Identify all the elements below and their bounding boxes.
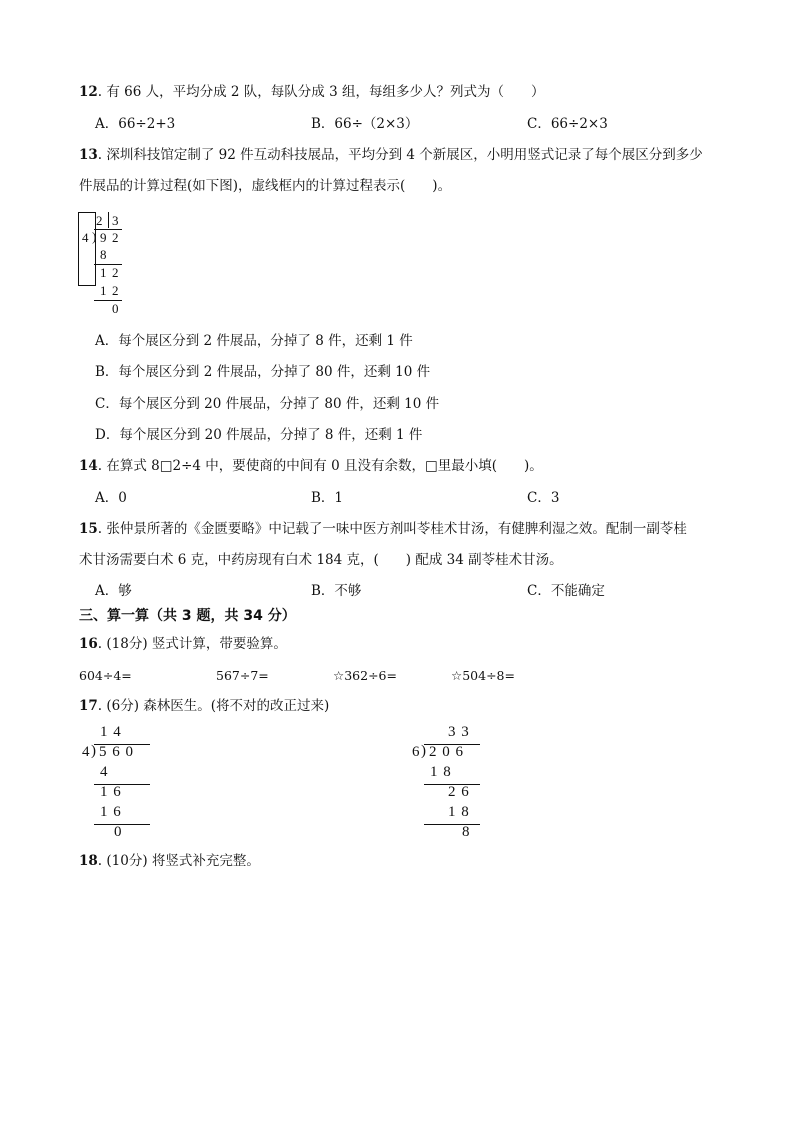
q15-option-c: C．不能确定	[527, 583, 605, 599]
q17-left-division	[80, 724, 160, 844]
quotient: 3 3	[448, 724, 470, 740]
step2-product: 1 8	[448, 804, 470, 820]
question-18	[79, 852, 260, 870]
question-13	[79, 146, 703, 164]
dividend: 2 0 6	[429, 744, 464, 760]
question-text: . (18分) 竖式计算，带要验算。	[97, 636, 287, 652]
question-text: . 在算式 8□2÷4 中，要使商的中间有 0 且没有余数，□里最小填( )。	[97, 458, 543, 474]
question-17	[79, 697, 329, 715]
quotient: 1 4	[100, 724, 122, 740]
divisor: 4	[82, 744, 90, 760]
q16-item-1: 604÷4=	[79, 668, 132, 683]
q16-item-3: ☆362÷6=	[333, 668, 397, 683]
q17-right-division	[410, 724, 500, 844]
final-remainder: 0	[112, 301, 119, 316]
dashed-box	[78, 212, 96, 286]
final-remainder: 0	[114, 824, 122, 840]
question-number: 18	[79, 853, 98, 869]
q12-option-a: A．66÷2+3	[95, 116, 176, 132]
q13-option-b: B．每个展区分到 2 件展品，分掉了 80 件，还剩 10 件	[95, 364, 431, 380]
question-number: 13	[79, 147, 98, 163]
q13-option-a: A．每个展区分到 2 件展品，分掉了 8 件，还剩 1 件	[95, 333, 413, 349]
remainder1-digit-2: 2	[112, 265, 119, 280]
step2-digit-2: 2	[112, 283, 119, 298]
quotient-digit-2: 3	[112, 213, 119, 228]
step2-product: 1 6	[100, 804, 122, 820]
question-number: 12	[79, 84, 98, 100]
question-16	[79, 635, 287, 653]
remainder1: 1 6	[100, 784, 122, 800]
question-12	[79, 83, 544, 101]
step2-line	[94, 824, 150, 825]
divisor: 4	[82, 230, 89, 245]
q15-option-a: A．够	[95, 583, 132, 599]
q12-option-b: B．66÷（2×3）	[311, 116, 419, 132]
q12-option-c: C．66÷2×3	[527, 116, 608, 132]
remainder1-digit-1: 1	[100, 265, 107, 280]
remainder1: 2 6	[448, 784, 470, 800]
question-number: 17	[79, 698, 98, 714]
q13-option-c: C．每个展区分到 20 件展品，分掉了 80 件，还剩 10 件	[95, 396, 440, 412]
quotient-digit-1: 2	[96, 213, 103, 228]
question-text-line1: . 深圳科技馆定制了 92 件互动科技展品，平均分到 4 个新展区，小明用竖式记录了每个展区分到多少	[97, 147, 703, 163]
question-text: . (10分) 将竖式补充完整。	[97, 853, 260, 869]
question-text-line2: 术甘汤需要白术 6 克，中药房现有白术 184 克，( ) 配成 34 副苓桂术甘汤。	[79, 552, 563, 568]
dividend: 5 6 0	[99, 744, 134, 760]
final-remainder: 8	[462, 824, 470, 840]
q14-option-a: A．0	[95, 490, 127, 506]
question-text-line1: . 张仲景所著的《金匮要略》中记载了一味中医方剂叫苓桂术甘汤，有健脾利湿之效。配制一副苓桂	[97, 521, 687, 537]
section-heading: 三、算一算（共 3 题，共 34 分）	[79, 608, 296, 624]
step2-digit-1: 1	[100, 283, 107, 298]
question-text-line2: 件展品的计算过程(如下图)，虚线框内的计算过程表示( )。	[79, 178, 452, 194]
question-text: . (6分) 森林医生。(将不对的改正过来)	[97, 698, 330, 714]
dividend-digit-1: 9	[100, 230, 107, 245]
division-bracket: )	[91, 743, 96, 759]
q15-option-b: B．不够	[311, 583, 362, 599]
step1-product: 4	[100, 764, 108, 780]
step1-product: 1 8	[430, 764, 452, 780]
dividend-digit-2: 2	[112, 230, 119, 245]
divisor: 6	[412, 744, 420, 760]
q16-item-2: 567÷7=	[216, 668, 269, 683]
q16-item-4: ☆504÷8=	[451, 668, 515, 683]
q13-option-d: D．每个展区分到 20 件展品，分掉了 8 件，还剩 1 件	[95, 427, 423, 443]
question-number: 15	[79, 521, 98, 537]
q14-option-b: B．1	[311, 490, 344, 506]
question-15	[79, 520, 687, 538]
division-bracket: )	[421, 743, 426, 759]
q13-division-diagram	[78, 210, 138, 320]
question-14	[79, 457, 543, 475]
division-bracket: )	[92, 229, 97, 244]
q14-option-c: C．3	[527, 490, 560, 506]
question-number: 16	[79, 636, 98, 652]
question-text: . 有 66 人，平均分成 2 队，每队分成 3 组，每组多少人？列式为（ ）	[97, 84, 545, 100]
question-number: 14	[79, 458, 98, 474]
step2-line	[424, 824, 480, 825]
box-divider	[108, 212, 109, 228]
step1-product: 8	[100, 247, 107, 262]
